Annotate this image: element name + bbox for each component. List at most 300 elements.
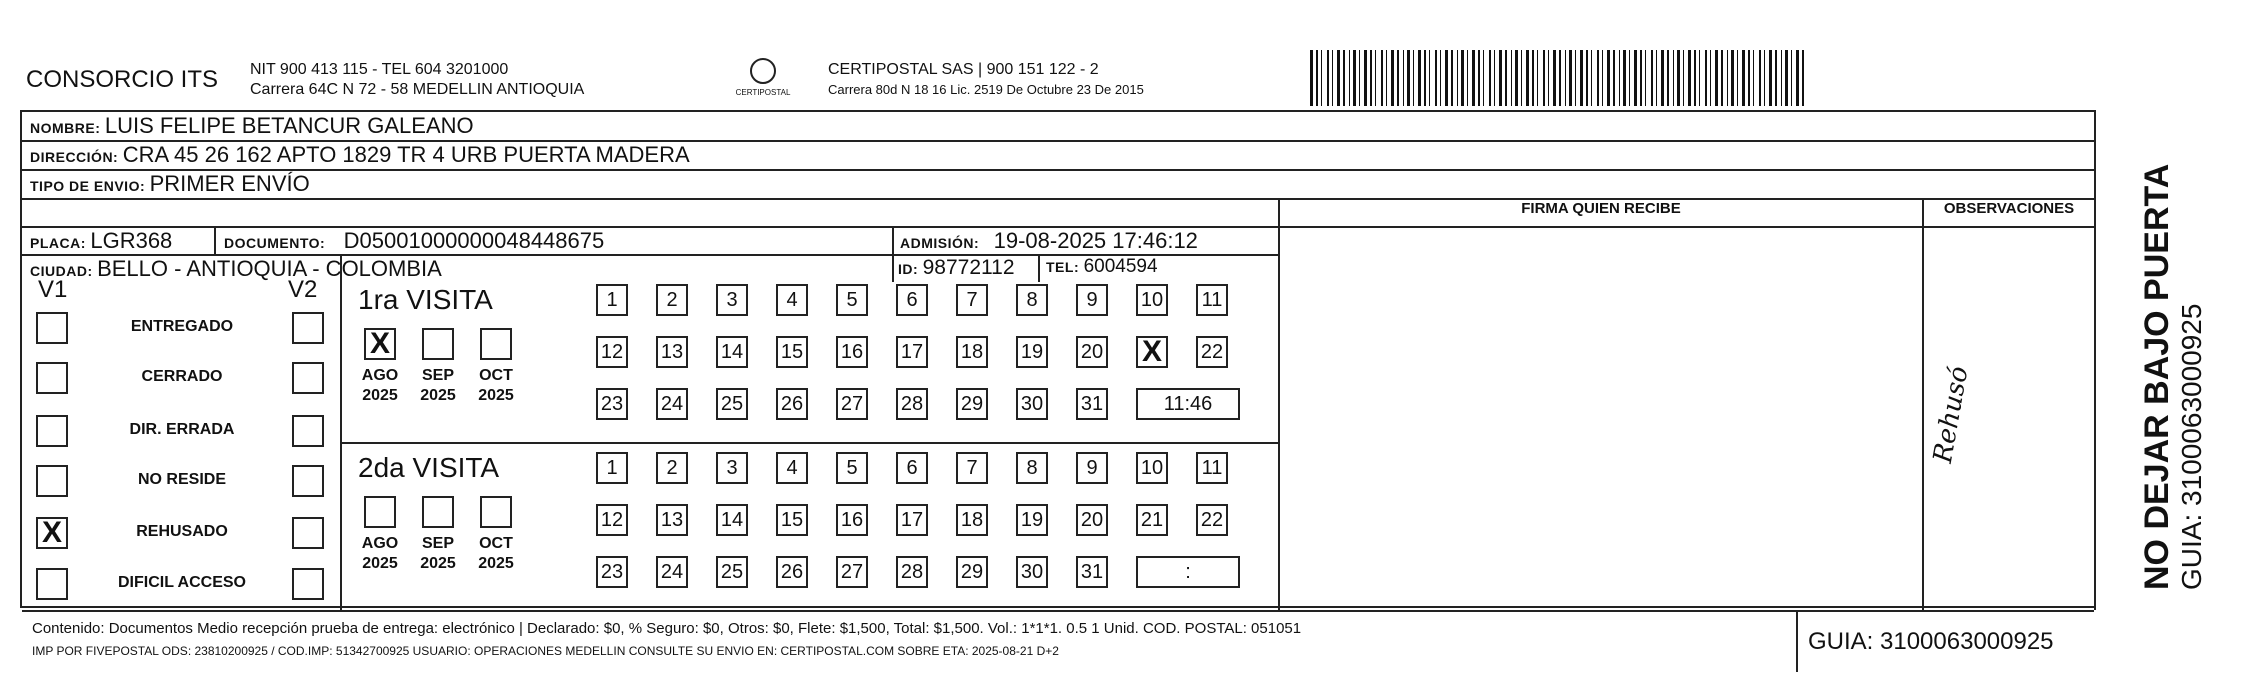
day-box[interactable] (716, 452, 748, 484)
day-box[interactable] (1196, 504, 1228, 536)
status-label: ENTREGADO (130, 318, 234, 335)
direccion-value: CRA 45 26 162 APTO 1829 TR 4 URB PUERTA MADERA (122, 142, 690, 167)
month-label: AGO (361, 367, 399, 384)
day-box[interactable] (656, 452, 688, 484)
id-value: 98772112 (922, 256, 1015, 279)
day-box[interactable] (656, 504, 688, 536)
day-box[interactable] (956, 336, 988, 368)
day-box[interactable] (896, 504, 928, 536)
barcode-bar (1451, 50, 1453, 106)
month-checkbox[interactable] (480, 328, 512, 360)
status-label: REHUSADO (136, 523, 228, 540)
day-number: 24 (660, 393, 684, 415)
barcode-bar (1532, 50, 1534, 106)
barcode-bar (1375, 50, 1376, 106)
day-number: 26 (780, 561, 804, 583)
day-box[interactable] (1076, 504, 1108, 536)
barcode-bar (1321, 50, 1322, 106)
status-v1-checkbox[interactable] (36, 362, 68, 394)
barcode-bar (1737, 50, 1738, 106)
status-v2-checkbox[interactable] (292, 568, 324, 600)
day-number: 25 (720, 561, 744, 583)
day-number: 22 (1200, 509, 1224, 531)
day-box[interactable] (1016, 452, 1048, 484)
vertical-guia: GUIA: 3100063000925 (2176, 303, 2207, 590)
status-v1-checkbox[interactable] (36, 465, 68, 497)
barcode-bar (1683, 50, 1684, 106)
check-mark-icon: X (41, 516, 62, 549)
day-number: 1 (606, 457, 618, 479)
day-number: 19 (1020, 341, 1044, 363)
barcode-bar (1359, 50, 1360, 106)
status-v1-checkbox[interactable] (36, 415, 68, 447)
day-number: 31 (1080, 393, 1104, 415)
direccion-label: DIRECCIÓN: (30, 149, 119, 165)
barcode-bar (1727, 50, 1728, 106)
admision-value: 19-08-2025 17:46:12 (993, 228, 1198, 253)
day-box[interactable] (956, 452, 988, 484)
company-name: CONSORCIO ITS (26, 66, 219, 93)
day-box[interactable] (1076, 452, 1108, 484)
barcode-bar (1597, 50, 1599, 106)
status-v2-checkbox[interactable] (292, 517, 324, 549)
day-box[interactable] (716, 504, 748, 536)
month-checkbox[interactable] (422, 496, 454, 528)
cert-license-line: Carrera 80d N 18 16 Lic. 2519 De Octubre 23 De 2015 (828, 82, 1144, 97)
barcode-bar (1343, 50, 1345, 106)
nit-line: NIT 900 413 115 - TEL 604 3201000 (250, 61, 509, 78)
day-box[interactable] (836, 336, 868, 368)
barcode-bar (1327, 50, 1329, 106)
cert-line: CERTIPOSTAL SAS | 900 151 122 - 2 (828, 61, 1099, 78)
day-number: 11 (1201, 289, 1223, 311)
barcode-bar (1364, 50, 1367, 106)
barcode (1310, 50, 1810, 106)
barcode-bar (1424, 50, 1426, 106)
day-box[interactable] (776, 504, 808, 536)
shipping-form (20, 110, 2096, 658)
day-box[interactable] (1016, 388, 1048, 420)
placa-label: PLACA: (30, 235, 86, 251)
id-field (898, 256, 1015, 280)
day-number: 23 (600, 561, 624, 583)
day-number: 15 (780, 509, 804, 531)
status-v2-checkbox[interactable] (292, 465, 324, 497)
day-box[interactable] (656, 388, 688, 420)
barcode-bar (1791, 50, 1792, 106)
barcode-bar (1565, 50, 1566, 106)
certipostal-info (828, 60, 1144, 100)
day-box[interactable] (1136, 504, 1168, 536)
month-label: OCT (479, 367, 513, 384)
direccion-row (30, 142, 690, 168)
time-box[interactable]: 11:46 (1136, 388, 1240, 420)
barcode-bar (1349, 50, 1350, 106)
day-box[interactable] (956, 556, 988, 588)
barcode-bar (1489, 50, 1491, 106)
check-mark-icon: X (369, 327, 390, 360)
nombre-value: LUIS FELIPE BETANCUR GALEANO (104, 113, 474, 138)
address-line: Carrera 64C N 72 - 58 MEDELLIN ANTIOQUIA (250, 81, 585, 98)
barcode-bar (1418, 50, 1421, 106)
documento-label: DOCUMENTO: (224, 235, 326, 251)
day-box[interactable] (1016, 504, 1048, 536)
day-number: 13 (660, 341, 684, 363)
day-box[interactable] (1016, 336, 1048, 368)
day-box[interactable] (716, 284, 748, 316)
barcode-bar (1353, 50, 1356, 106)
barcode-bar (1619, 50, 1620, 106)
documento-field (224, 228, 604, 254)
day-box[interactable] (896, 388, 928, 420)
day-number: 8 (1026, 289, 1038, 311)
day-box[interactable] (1076, 556, 1108, 588)
month-label: SEP (421, 535, 454, 552)
barcode-bar (1699, 50, 1700, 106)
day-number: 20 (1080, 341, 1104, 363)
barcode-bar (1332, 50, 1333, 106)
day-box[interactable] (776, 556, 808, 588)
footer-impresion: IMP POR FIVEPOSTAL ODS: 23810200925 / COD.IMP: 51342700925 USUARIO: OPERACIONES MEDELLIN CONSULTE SU ENVIO EN: CERTIPOSTAL.COM SOBRE ETA: 2025-08-21 D+2 (32, 644, 1059, 658)
barcode-bar (1721, 50, 1723, 106)
barcode-bar (1753, 50, 1754, 106)
day-number: 15 (780, 341, 804, 363)
day-box[interactable] (896, 336, 928, 368)
month-checkbox[interactable] (422, 328, 454, 360)
barcode-bar (1710, 50, 1711, 106)
month-checkbox[interactable] (480, 496, 512, 528)
month-checkbox[interactable] (364, 496, 396, 528)
day-number: 7 (966, 289, 978, 311)
status-v1-checkbox[interactable] (36, 568, 68, 600)
day-number: 18 (960, 341, 984, 363)
day-box[interactable] (1196, 452, 1228, 484)
barcode-bar (1759, 50, 1761, 106)
day-box[interactable] (836, 388, 868, 420)
footer-contenido: Contenido: Documentos Medio recepción prueba de entrega: electrónico | Declarado: $0, % Seguro: $0, Otros: $0, Flete: $1,500, Total: $1,500. Vol.: 1*1*1. 0.5 1 Unid. COD. POSTAL: 051051 (32, 620, 1302, 637)
day-number: 16 (840, 341, 864, 363)
nombre-row (30, 113, 474, 139)
barcode-bar (1673, 50, 1674, 106)
tel-label: TEL: (1046, 259, 1080, 275)
day-number: 20 (1080, 509, 1104, 531)
day-box[interactable] (596, 336, 628, 368)
day-number: 30 (1020, 393, 1044, 415)
barcode-bar (1586, 50, 1588, 106)
barcode-bar (1796, 50, 1799, 106)
day-number: 29 (960, 561, 984, 583)
barcode-bar (1645, 50, 1646, 106)
logo-emblem-icon (750, 58, 776, 84)
ciudad-value: BELLO - ANTIOQUIA - COLOMBIA (97, 256, 442, 281)
day-box[interactable] (1136, 284, 1168, 316)
barcode-bar (1548, 50, 1549, 106)
barcode-bar (1499, 50, 1502, 106)
day-number: 28 (900, 393, 924, 415)
v2-header: V2 (288, 276, 318, 303)
day-box[interactable] (776, 452, 808, 484)
day-box[interactable] (1076, 284, 1108, 316)
day-box[interactable] (656, 556, 688, 588)
barcode-bar (1607, 50, 1610, 106)
day-box[interactable] (956, 388, 988, 420)
barcode-bar (1775, 50, 1777, 106)
barcode-bar (1515, 50, 1518, 106)
barcode-bar (1386, 50, 1387, 106)
day-box[interactable] (1136, 336, 1168, 368)
barcode-bar (1391, 50, 1394, 106)
day-box[interactable] (1196, 336, 1228, 368)
barcode-bar (1764, 50, 1765, 106)
status-label: DIR. ERRADA (129, 421, 235, 438)
signature-handwriting: Rehusó (1928, 364, 1975, 466)
barcode-bar (1337, 50, 1340, 106)
day-number: 13 (660, 509, 684, 531)
barcode-bar (1688, 50, 1691, 106)
day-box[interactable] (896, 556, 928, 588)
footer-guia: GUIA: 3100063000925 (1808, 628, 2054, 655)
month-label: SEP (421, 367, 454, 384)
tipo-envio-value: PRIMER ENVÍO (149, 171, 310, 196)
barcode-bar (1731, 50, 1734, 106)
placa-field (30, 228, 172, 254)
day-box[interactable] (896, 284, 928, 316)
day-number: 4 (786, 457, 798, 479)
year-label: 2025 (362, 387, 398, 404)
day-number: 22 (1200, 341, 1224, 363)
barcode-bar (1413, 50, 1414, 106)
barcode-bar (1316, 50, 1318, 106)
barcode-bar (1661, 50, 1664, 106)
barcode-bar (1397, 50, 1399, 106)
day-box[interactable] (596, 556, 628, 588)
day-number: 1 (606, 289, 618, 311)
status-label: NO RESIDE (137, 471, 226, 488)
observaciones-header: OBSERVACIONES (1943, 200, 2075, 217)
id-label: ID: (898, 261, 919, 277)
barcode-bar (1802, 50, 1804, 106)
barcode-bar (1715, 50, 1718, 106)
day-box[interactable] (1196, 284, 1228, 316)
barcode-bar (1667, 50, 1669, 106)
day-number: 30 (1020, 561, 1044, 583)
placa-value: LGR368 (90, 228, 173, 253)
day-box[interactable] (956, 284, 988, 316)
barcode-bar (1553, 50, 1556, 106)
day-number: 12 (600, 341, 624, 363)
barcode-bar (1613, 50, 1615, 106)
day-number: 16 (840, 509, 864, 531)
year-label: 2025 (362, 555, 398, 572)
barcode-bar (1403, 50, 1404, 106)
barcode-bar (1769, 50, 1772, 106)
barcode-bar (1677, 50, 1680, 106)
firma-header: FIRMA QUIEN RECIBE (1521, 200, 1681, 217)
status-v2-checkbox[interactable] (292, 312, 324, 344)
day-number: 9 (1086, 289, 1098, 311)
barcode-bar (1483, 50, 1484, 106)
month-checkbox[interactable] (364, 328, 396, 360)
barcode-bar (1461, 50, 1464, 106)
day-box[interactable] (1016, 284, 1048, 316)
ciudad-label: CIUDAD: (30, 263, 93, 279)
barcode-bar (1472, 50, 1475, 106)
barcode-bar (1569, 50, 1572, 106)
day-box[interactable] (956, 504, 988, 536)
year-label: 2025 (478, 555, 514, 572)
status-v2-checkbox[interactable] (292, 362, 324, 394)
barcode-bar (1623, 50, 1626, 106)
day-number: 14 (720, 509, 744, 531)
day-box[interactable] (1016, 556, 1048, 588)
admision-field (900, 228, 1198, 254)
barcode-bar (1370, 50, 1372, 106)
barcode-bar (1537, 50, 1538, 106)
day-number: 17 (900, 341, 924, 363)
day-number: 23 (600, 393, 624, 415)
nombre-label: NOMBRE: (30, 120, 101, 136)
day-number: 28 (900, 561, 924, 583)
day-number: 14 (720, 341, 744, 363)
tipo-envio-label: TIPO DE ENVIO: (30, 178, 146, 194)
day-box[interactable] (836, 452, 868, 484)
day-number: 8 (1026, 457, 1038, 479)
day-number: 3 (726, 289, 738, 311)
day-box[interactable] (836, 504, 868, 536)
day-box[interactable] (596, 452, 628, 484)
status-v1-checkbox[interactable] (36, 312, 68, 344)
barcode-bar (1602, 50, 1603, 106)
day-box[interactable] (716, 388, 748, 420)
day-box[interactable] (776, 284, 808, 316)
day-number: 27 (840, 561, 864, 583)
vertical-notice (2138, 164, 2208, 590)
day-box[interactable] (656, 284, 688, 316)
barcode-bar (1457, 50, 1458, 106)
day-box[interactable] (656, 336, 688, 368)
observaciones-signature (1918, 364, 2068, 600)
barcode-bar (1521, 50, 1522, 106)
barcode-bar (1429, 50, 1430, 106)
status-label: CERRADO (141, 368, 223, 385)
day-box[interactable] (596, 284, 628, 316)
check-mark-icon: X (1141, 335, 1162, 368)
barcode-bar (1494, 50, 1495, 106)
day-box[interactable] (596, 504, 628, 536)
barcode-bar (1445, 50, 1448, 106)
barcode-bar (1694, 50, 1696, 106)
day-number: 5 (846, 457, 858, 479)
status-v2-checkbox[interactable] (292, 415, 324, 447)
day-number: 9 (1086, 457, 1098, 479)
day-number: 6 (906, 457, 918, 479)
status-label: DIFICIL ACCESO (117, 574, 246, 591)
barcode-bar (1785, 50, 1788, 106)
barcode-bar (1310, 50, 1313, 106)
day-number: 2 (666, 289, 678, 311)
barcode-bar (1575, 50, 1576, 106)
barcode-bar (1440, 50, 1441, 106)
day-box[interactable] (776, 388, 808, 420)
barcode-bar (1435, 50, 1437, 106)
tipo-envio-row (30, 171, 310, 197)
barcode-bar (1543, 50, 1545, 106)
documento-value: D05001000000048448675 (343, 228, 605, 253)
tel-value: 6004594 (1083, 256, 1158, 277)
barcode-bar (1651, 50, 1653, 106)
barcode-bar (1742, 50, 1745, 106)
day-box[interactable] (836, 284, 868, 316)
day-box[interactable] (896, 452, 928, 484)
day-box[interactable] (716, 556, 748, 588)
admision-label: ADMISIÓN: (900, 235, 980, 251)
ciudad-field (30, 256, 442, 282)
day-box[interactable] (1076, 388, 1108, 420)
tel-field (1046, 256, 1158, 278)
day-number: 10 (1140, 289, 1164, 311)
day-number: 27 (840, 393, 864, 415)
company-info (250, 60, 584, 100)
v1-header: V1 (38, 276, 68, 303)
day-box[interactable] (716, 336, 748, 368)
day-number: 5 (846, 289, 858, 311)
day-box[interactable] (596, 388, 628, 420)
barcode-bar (1505, 50, 1507, 106)
day-number: 12 (600, 509, 624, 531)
barcode-bar (1407, 50, 1410, 106)
barcode-bar (1781, 50, 1782, 106)
barcode-bar (1656, 50, 1657, 106)
logo-text: CERTIPOSTAL (735, 88, 791, 97)
status-v1-checkbox[interactable] (36, 517, 68, 549)
visit2-title: 2da VISITA (358, 452, 500, 483)
day-number: 25 (720, 393, 744, 415)
day-number: 26 (780, 393, 804, 415)
day-box[interactable] (1136, 452, 1168, 484)
barcode-bar (1511, 50, 1512, 106)
barcode-bar (1467, 50, 1468, 106)
day-number: 6 (906, 289, 918, 311)
day-number: 7 (966, 457, 978, 479)
year-label: 2025 (478, 387, 514, 404)
day-number: 19 (1020, 509, 1044, 531)
barcode-bar (1705, 50, 1707, 106)
time-box[interactable]: : (1136, 556, 1240, 588)
barcode-bar (1559, 50, 1561, 106)
barcode-bar (1748, 50, 1750, 106)
day-box[interactable] (836, 556, 868, 588)
day-number: 18 (960, 509, 984, 531)
day-number: 11 (1201, 457, 1223, 479)
day-box[interactable] (776, 336, 808, 368)
year-label: 2025 (420, 387, 456, 404)
day-number: 29 (960, 393, 984, 415)
year-label: 2025 (420, 555, 456, 572)
barcode-bar (1591, 50, 1592, 106)
day-number: 24 (660, 561, 684, 583)
day-number: 4 (786, 289, 798, 311)
day-number: 2 (666, 457, 678, 479)
day-box[interactable] (1076, 336, 1108, 368)
day-number: 21 (1140, 509, 1164, 531)
visit1-title: 1ra VISITA (358, 284, 493, 315)
barcode-bar (1640, 50, 1642, 106)
certipostal-logo (728, 58, 798, 102)
barcode-bar (1478, 50, 1480, 106)
barcode-bar (1526, 50, 1529, 106)
barcode-bar (1629, 50, 1630, 106)
day-number: 10 (1140, 457, 1164, 479)
